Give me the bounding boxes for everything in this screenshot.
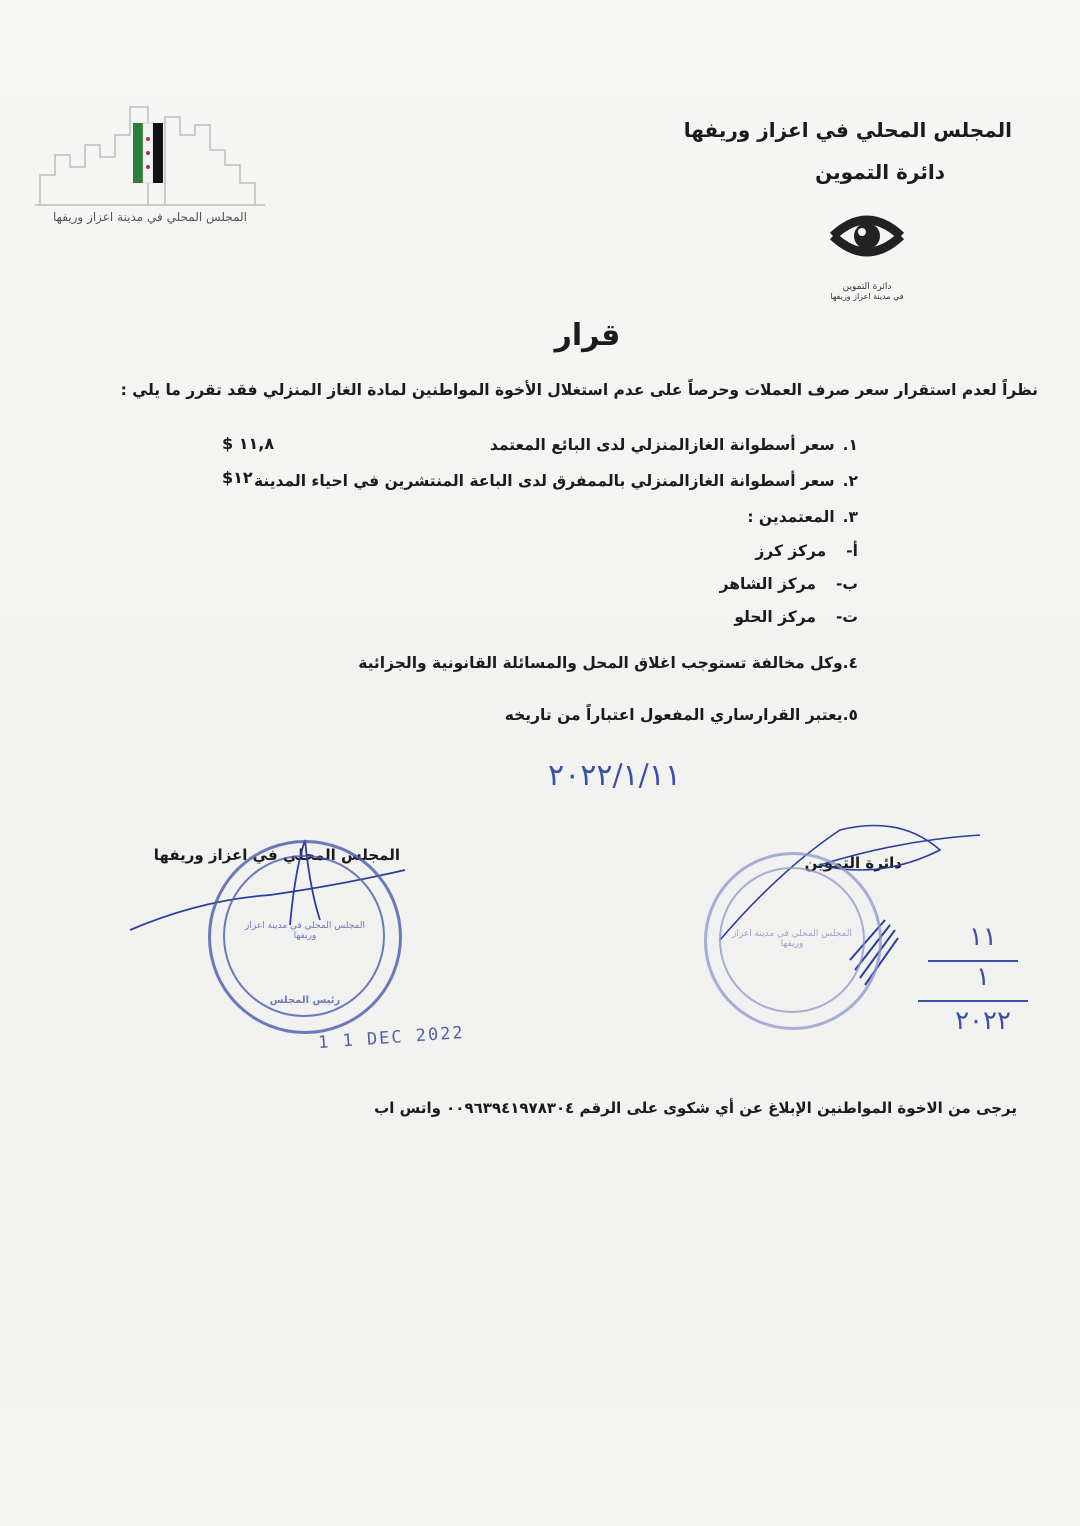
fraction-line [918,1000,1028,1002]
center-name: مركز كرز [755,542,827,560]
department-stamp [704,852,882,1030]
stamp-text: المجلس المحلي في مدينة اعزاز وريفها [245,921,365,941]
sign-date-day: ١١ [969,922,997,952]
council-logo-caption: المجلس المحلي في مدينة اعزاز وريفها [53,210,247,224]
city-flag-icon [30,95,270,210]
stamp-text: المجلس المحلي في مدينة اعزاز وريفها [732,929,852,949]
decision-item-4: ٤.وكل مخالفة تستوجب اغلاق المحل والمسائلة القانونية والجزائية [358,654,858,672]
eye-icon [827,196,907,276]
center-item [720,575,858,593]
center-item [755,542,858,560]
document-title: قرار [554,318,621,353]
center-letter: ب- [835,575,858,593]
center-name: مركز الشاهر [719,575,816,593]
signature-label-department: دائرة التموين [804,854,902,872]
department-logo [820,196,914,314]
item-text: سعر أسطوانة الغازالمنزلي لدى البائع المعتمد [489,436,835,454]
price-2: ١٢$ [222,468,253,487]
stamp-bottom-text: رئيس المجلس [269,995,341,1006]
footer-note: يرجى من الاخوة المواطنين الإبلاغ عن أي شكوى على الرقم ٠٠٩٦٣٩٤١٩٧٨٣٠٤ واتس اب [374,1099,1017,1117]
decision-item-3 [747,508,858,526]
item-number: ٣. [842,508,858,526]
item-text: المعتمدين : [747,508,835,526]
header-council-name: المجلس المحلي في اعزاز وريفها [683,118,1012,142]
center-item [734,608,858,626]
signature-label-council: المجلس المحلي في اعزاز وريفها [153,846,400,864]
council-logo [30,95,270,235]
header-department: دائرة التموين [815,160,945,184]
center-letter: ت- [835,608,858,626]
item-text: سعر أسطوانة الغازالمنزلي بالممفرق لدى الباعة المنتشرين في احياء المدينة [253,472,835,490]
sign-date-year: ٢٠٢٢ [955,1006,1011,1036]
dept-logo-caption-2: في مدينة اعزاز وريفها [830,292,904,301]
item-number: ٢. [842,472,858,490]
decision-item-1 [490,436,858,454]
dept-logo-caption-1: دائرة التموين [842,282,892,292]
council-stamp [208,840,402,1034]
item-number: ١. [842,436,858,454]
sign-date-month: ١ [976,962,990,992]
decision-item-5: ٥.يعتبر القرارساري المفعول اعتباراً من تاريخه [504,706,858,724]
center-name: مركز الحلو [734,608,816,626]
intro-paragraph: نظراً لعدم استقرار سعر صرف العملات وحرصاً على عدم استغلال الأخوة المواطنين لمادة الغاز المنزلي فقد تقرر ما يلي : [120,381,1038,399]
decision-item-2 [254,472,858,490]
received-date-stamp: 1 1 DEC 2022 [317,1022,466,1054]
handwritten-date: ٢٠٢٢/١/١١ [548,758,682,793]
price-1: ١١,٨ $ [222,434,275,453]
center-letter: أ- [846,542,858,560]
